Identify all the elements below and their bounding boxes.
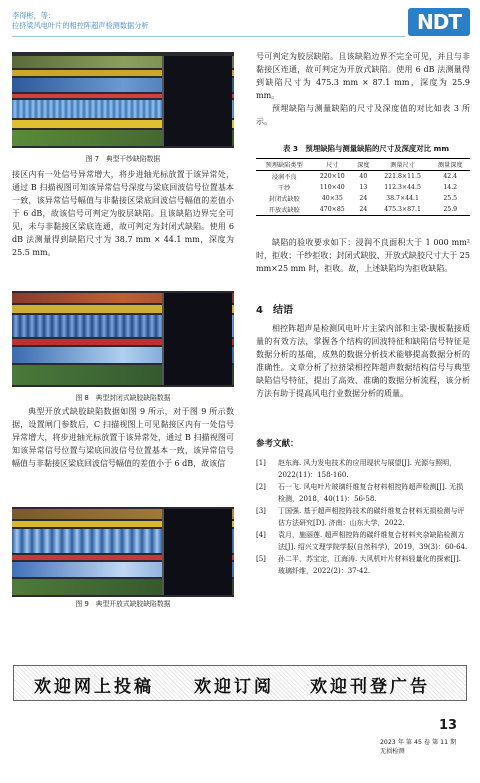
reference-text: 丁国强. 基于超声相控阵技术的碳纤维复合材料无损检测与评估方法研究[D]. 济南：山东大学，2022. <box>278 507 465 527</box>
header-divider <box>12 36 405 37</box>
reference-text: 孙二平，苏宝定，江海涛. 大风机叶片材料轻量化的探索[J]. 玻璃纤维，2022(2)：37-42. <box>278 555 461 575</box>
reference-item <box>256 553 470 577</box>
table-cell: 25.9 <box>443 206 458 213</box>
table-header-cell: 测量深度 <box>437 162 463 169</box>
table-cell: 220×10 <box>319 173 345 180</box>
banner-advertise-text: 欢迎刊登广告 <box>310 677 430 697</box>
figure-9-caption: 图 9 典型开放式缺胶缺陷数据 <box>75 600 171 608</box>
section-heading-conclusion: 4 结语 <box>256 305 293 316</box>
table-cell: 干纱 <box>278 185 291 192</box>
reference-item <box>256 457 470 481</box>
table-cell: 40 <box>359 173 368 180</box>
table-row <box>256 193 470 204</box>
footer-journal: 无损检测 <box>380 748 405 755</box>
figure-8-caption: 图 8 典型封闭式缺胶缺陷数据 <box>75 394 171 402</box>
table-header-cell: 深度 <box>357 162 370 169</box>
table-cell: 14.2 <box>443 184 458 191</box>
table-cell: 221.8×11.5 <box>384 173 421 180</box>
banner-subscribe-text: 欢迎订阅 <box>194 677 274 697</box>
footer-volume: 2023 年 第 45 卷 第 11 期 <box>380 739 457 746</box>
reference-number: [3] <box>256 507 266 515</box>
left-paragraph-2-text: 典型开放式缺胶缺陷数据如图 9 所示，对于图 9 所示数据，设置闸门参数后，C 扫描视图上可见黏接区内有一处信号异常增大，将步进轴光标放置于该异常处，通过 B 扫描视图可知该异常信号位置与梁底回波信号位置基本一致，该异常信号幅值与非黏接区梁底回波信号幅值的差值小于 6 dB，故该信 <box>12 407 234 468</box>
table-cell: 24 <box>359 206 368 213</box>
table-cell: 38.7×44.1 <box>386 195 419 202</box>
left-paragraph-1-text: 接区内有一处信号异常增大，将步进轴光标放置于该异常处，通过 B 扫描视图可知该异常信号深度与梁底回波信号位置基本一致，该异常信号幅值与非黏接区梁底回波信号幅值的差值小于 6 dB，故该信号可判定为胶层缺陷。且该缺陷边界完全可见，未与非黏接区梁底连通，故可判定为封闭式缺陷。使用 6 dB 法测量得到缺陷尺寸为 38.7 mm × 44.1 mm，深度为 25.5 mm。 <box>12 170 234 257</box>
reference-text: 石一飞. 风电叶片玻璃纤维复合材料相控阵超声检测[J]. 无损检测，2018，40(11)：56-58. <box>278 483 464 503</box>
header-article-title: 拉挤梁风电叶片的相控阵超声检测数据分析 <box>12 21 149 30</box>
journal-logo: NDT <box>408 8 470 36</box>
table-cell: 110×40 <box>319 184 345 191</box>
table-cell: 13 <box>359 184 368 191</box>
right-paragraph-3-text: 缺陷的验收要求如下：浸润不良面积大于 1 000 mm² 时，拒收；干纱拒收；封闭式缺胶、开放式缺胶尺寸大于 25 mm×25 mm 时，拒收。故，上述缺陷均为拒收缺陷。 <box>256 238 470 273</box>
table-header-cell: 预埋缺陷类型 <box>265 162 303 169</box>
table-header-row <box>256 159 470 171</box>
right-paragraph-1 <box>256 50 470 128</box>
left-paragraph-2 <box>12 405 234 470</box>
figure-9-image <box>12 507 234 597</box>
running-header <box>12 11 149 31</box>
table-cell: 开放式缺胶 <box>268 207 300 214</box>
reference-text: 赵东海. 风力发电技术的应用现状与展望[J]. 光源与照明，2022(11)：158-160. <box>278 459 457 479</box>
table-3 <box>256 158 470 216</box>
table-row <box>256 182 470 193</box>
reference-item <box>256 481 470 505</box>
banner-submission-text: 欢迎网上投稿 <box>34 677 154 697</box>
references-heading: 参考文献： <box>256 439 299 449</box>
table-cell: 24 <box>359 195 368 202</box>
table-cell: 40×35 <box>321 195 343 202</box>
figure-7-image <box>12 52 234 148</box>
table-row <box>256 204 470 216</box>
header-authors: 李得彬，等： <box>12 11 56 20</box>
table-row <box>256 171 470 183</box>
table-cell: 浸润不良 <box>271 174 297 181</box>
reference-number: [2] <box>256 483 266 491</box>
promo-banner <box>13 665 467 701</box>
table-cell: 封闭式缺胶 <box>268 196 300 203</box>
table-cell: 470×85 <box>319 206 345 213</box>
page-number: 13 <box>439 718 458 733</box>
reference-item <box>256 529 470 553</box>
table-3-title: 表 3 预埋缺陷与测量缺陷的尺寸及深度对比 mm <box>282 144 450 153</box>
table-cell: 42.4 <box>443 173 458 180</box>
table-cell: 112.3×44.5 <box>384 184 421 191</box>
reference-list <box>256 457 470 577</box>
table-header-cell: 测量尺寸 <box>390 162 415 169</box>
footer-info <box>380 738 456 756</box>
reference-text: 袁月，施丽莲. 超声相控阵的碳纤维复合材料夹杂缺陷检测方法[J]. 绍兴文理学院学报(自然科学)，2019，39(3)：60-64. <box>278 531 468 551</box>
figure-7-caption: 图 7 典型干纱缺陷数据 <box>85 155 161 163</box>
figure-8-image <box>12 291 234 387</box>
table-cell: 25.5 <box>443 195 458 202</box>
right-paragraph-1-text: 号可判定为胶层缺陷。且该缺陷边界不完全可见，并且与非黏接区连通，故可判定为开放式缺陷。使用 6 dB 法测量得到缺陷尺寸为 475.3 mm × 87.1 mm，深度为 25.9 mm。 <box>256 52 470 100</box>
right-paragraph-4-text: 相控阵超声是检测风电叶片主梁内部和主梁-腹板黏接质量的有效方法，掌握各个结构的回波特征和缺陷信号特征是数据分析的基础，成熟的数据分析技术能够提高数据分析的准确性。文章分析了拉挤梁相控阵超声数据结构信号与典型缺陷信号特征，提出了高效、准确的数据分析流程，该分析方法有助于提高风电行业数据分析的质量。 <box>256 324 470 398</box>
table-cell: 475.3×87.1 <box>384 206 421 213</box>
table-header-cell: 尺寸 <box>326 162 339 169</box>
reference-number: [4] <box>256 531 266 539</box>
right-paragraph-4 <box>256 322 470 400</box>
right-paragraph-2-text: 预埋缺陷与测量缺陷的尺寸及深度值的对比如表 3 所示。 <box>256 104 470 126</box>
reference-item <box>256 505 470 529</box>
left-paragraph-1 <box>12 168 234 259</box>
reference-number: [5] <box>256 555 266 563</box>
reference-number: [1] <box>256 459 266 467</box>
right-paragraph-3 <box>256 236 470 275</box>
